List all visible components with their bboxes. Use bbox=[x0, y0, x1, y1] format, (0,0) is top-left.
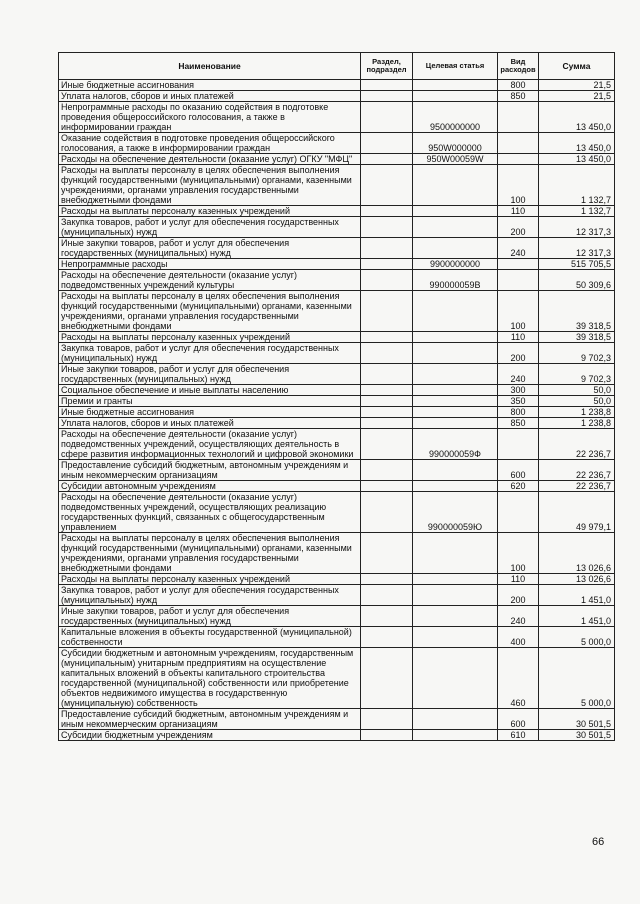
row-target-cell bbox=[413, 730, 498, 741]
row-target-cell bbox=[413, 407, 498, 418]
row-razdel-cell bbox=[361, 133, 413, 154]
row-name-cell: Расходы на выплаты персоналу казенных учреждений bbox=[59, 332, 361, 343]
row-vr-cell: 110 bbox=[498, 206, 539, 217]
row-sum-cell: 22 236,7 bbox=[539, 429, 615, 460]
row-target-cell: 9900000000 bbox=[413, 259, 498, 270]
row-vr-cell: 240 bbox=[498, 364, 539, 385]
row-name-cell: Капитальные вложения в объекты государственной (муниципальной) собственности bbox=[59, 627, 361, 648]
row-sum-cell: 5 000,0 bbox=[539, 648, 615, 709]
row-sum-cell: 50 309,6 bbox=[539, 270, 615, 291]
row-name-cell: Расходы на обеспечение деятельности (оказание услуг) подведомственных учреждений, осуществляющих деятельность в сфере развития информационных технологий и цифровой экономики bbox=[59, 429, 361, 460]
row-razdel-cell bbox=[361, 91, 413, 102]
row-sum-cell: 21,5 bbox=[539, 91, 615, 102]
row-name-cell: Премии и гранты bbox=[59, 396, 361, 407]
row-name-cell: Расходы на выплаты персоналу казенных учреждений bbox=[59, 574, 361, 585]
row-razdel-cell bbox=[361, 396, 413, 407]
row-razdel-cell bbox=[361, 154, 413, 165]
header-razdel: Раздел, подраздел bbox=[361, 53, 413, 80]
row-sum-cell: 5 000,0 bbox=[539, 627, 615, 648]
row-target-cell: 990000059Ю bbox=[413, 492, 498, 533]
row-razdel-cell bbox=[361, 332, 413, 343]
row-name-cell: Расходы на выплаты персоналу в целях обеспечения выполнения функций государственными (муниципальными) органами, казенными учреждениями, органами управления государственными внебюджетными фондами bbox=[59, 291, 361, 332]
row-name-cell: Уплата налогов, сборов и иных платежей bbox=[59, 91, 361, 102]
row-razdel-cell bbox=[361, 80, 413, 91]
table-row bbox=[59, 627, 615, 648]
row-sum-cell: 1 132,7 bbox=[539, 206, 615, 217]
row-sum-cell: 39 318,5 bbox=[539, 291, 615, 332]
row-name-cell: Непрограммные расходы по оказанию содействия в подготовке проведения общероссийского голосования, а также в информировании граждан bbox=[59, 102, 361, 133]
row-vr-cell: 110 bbox=[498, 332, 539, 343]
row-name-cell: Субсидии бюджетным и автономным учреждениям, государственным (муниципальным) унитарным предприятиям на осуществление капитальных вложений в объекты капитального строительства государственной (муниципальной) собственности или приобретение объектов недвижимого имущества в государственную (муниципальную) собственность bbox=[59, 648, 361, 709]
row-target-cell: 990000059Ф bbox=[413, 429, 498, 460]
table-row bbox=[59, 217, 615, 238]
row-name-cell: Расходы на выплаты персоналу казенных учреждений bbox=[59, 206, 361, 217]
table-row bbox=[59, 418, 615, 429]
table-row bbox=[59, 709, 615, 730]
table-row bbox=[59, 606, 615, 627]
row-name-cell: Иные бюджетные ассигнования bbox=[59, 80, 361, 91]
table-row bbox=[59, 481, 615, 492]
row-sum-cell: 13 450,0 bbox=[539, 154, 615, 165]
row-target-cell bbox=[413, 585, 498, 606]
row-sum-cell: 50,0 bbox=[539, 385, 615, 396]
row-vr-cell: 240 bbox=[498, 606, 539, 627]
table-row bbox=[59, 730, 615, 741]
row-name-cell: Предоставление субсидий бюджетным, автономным учреждениям и иным некоммерческим организациям bbox=[59, 460, 361, 481]
row-name-cell: Расходы на обеспечение деятельности (оказание услуг) ОГКУ "МФЦ" bbox=[59, 154, 361, 165]
row-vr-cell: 800 bbox=[498, 407, 539, 418]
header-sum: Сумма bbox=[539, 53, 615, 80]
row-sum-cell: 13 450,0 bbox=[539, 102, 615, 133]
row-target-cell bbox=[413, 396, 498, 407]
row-name-cell: Субсидии автономным учреждениям bbox=[59, 481, 361, 492]
table-row bbox=[59, 533, 615, 574]
table-body bbox=[59, 80, 615, 741]
row-razdel-cell bbox=[361, 385, 413, 396]
table-row bbox=[59, 492, 615, 533]
row-vr-cell: 600 bbox=[498, 460, 539, 481]
row-vr-cell: 400 bbox=[498, 627, 539, 648]
row-razdel-cell bbox=[361, 407, 413, 418]
table-row bbox=[59, 574, 615, 585]
row-vr-cell bbox=[498, 270, 539, 291]
row-sum-cell: 21,5 bbox=[539, 80, 615, 91]
table-row bbox=[59, 259, 615, 270]
row-sum-cell: 13 026,6 bbox=[539, 574, 615, 585]
row-name-cell: Непрограммные расходы bbox=[59, 259, 361, 270]
table-row bbox=[59, 407, 615, 418]
table-row bbox=[59, 270, 615, 291]
row-sum-cell: 39 318,5 bbox=[539, 332, 615, 343]
row-sum-cell: 30 501,5 bbox=[539, 709, 615, 730]
row-sum-cell: 30 501,5 bbox=[539, 730, 615, 741]
row-razdel-cell bbox=[361, 460, 413, 481]
row-vr-cell: 600 bbox=[498, 709, 539, 730]
row-vr-cell bbox=[498, 259, 539, 270]
row-target-cell bbox=[413, 460, 498, 481]
row-vr-cell bbox=[498, 429, 539, 460]
row-sum-cell: 22 236,7 bbox=[539, 460, 615, 481]
table-row bbox=[59, 291, 615, 332]
row-name-cell: Расходы на выплаты персоналу в целях обеспечения выполнения функций государственными (муниципальными) органами, казенными учреждениями, органами управления государственными внебюджетными фондами bbox=[59, 533, 361, 574]
row-razdel-cell bbox=[361, 585, 413, 606]
row-target-cell bbox=[413, 217, 498, 238]
row-razdel-cell bbox=[361, 165, 413, 206]
row-sum-cell: 1 451,0 bbox=[539, 585, 615, 606]
row-target-cell bbox=[413, 533, 498, 574]
row-name-cell: Иные закупки товаров, работ и услуг для обеспечения государственных (муниципальных) нужд bbox=[59, 238, 361, 259]
row-vr-cell: 460 bbox=[498, 648, 539, 709]
table-row bbox=[59, 133, 615, 154]
table-row bbox=[59, 80, 615, 91]
row-vr-cell: 240 bbox=[498, 238, 539, 259]
row-target-cell: 990000059В bbox=[413, 270, 498, 291]
row-name-cell: Закупка товаров, работ и услуг для обеспечения государственных (муниципальных) нужд bbox=[59, 217, 361, 238]
table-row bbox=[59, 364, 615, 385]
table-row bbox=[59, 648, 615, 709]
row-sum-cell: 1 238,8 bbox=[539, 418, 615, 429]
row-sum-cell: 1 451,0 bbox=[539, 606, 615, 627]
row-razdel-cell bbox=[361, 574, 413, 585]
table-header-row bbox=[59, 53, 615, 80]
table-row bbox=[59, 102, 615, 133]
row-target-cell bbox=[413, 238, 498, 259]
row-name-cell: Закупка товаров, работ и услуг для обеспечения государственных (муниципальных) нужд bbox=[59, 585, 361, 606]
row-target-cell bbox=[413, 91, 498, 102]
row-name-cell: Закупка товаров, работ и услуг для обеспечения государственных (муниципальных) нужд bbox=[59, 343, 361, 364]
row-sum-cell: 9 702,3 bbox=[539, 364, 615, 385]
table-row bbox=[59, 385, 615, 396]
row-razdel-cell bbox=[361, 217, 413, 238]
row-vr-cell: 610 bbox=[498, 730, 539, 741]
row-sum-cell: 9 702,3 bbox=[539, 343, 615, 364]
row-name-cell: Уплата налогов, сборов и иных платежей bbox=[59, 418, 361, 429]
row-vr-cell bbox=[498, 102, 539, 133]
row-razdel-cell bbox=[361, 730, 413, 741]
row-name-cell: Социальное обеспечение и иные выплаты населению bbox=[59, 385, 361, 396]
row-razdel-cell bbox=[361, 102, 413, 133]
row-razdel-cell bbox=[361, 343, 413, 364]
row-vr-cell: 110 bbox=[498, 574, 539, 585]
row-name-cell: Иные закупки товаров, работ и услуг для обеспечения государственных (муниципальных) нужд bbox=[59, 364, 361, 385]
row-razdel-cell bbox=[361, 709, 413, 730]
row-vr-cell: 100 bbox=[498, 165, 539, 206]
header-vr: Вид расходов bbox=[498, 53, 539, 80]
row-target-cell: 950W00059W bbox=[413, 154, 498, 165]
row-name-cell: Предоставление субсидий бюджетным, автономным учреждениям и иным некоммерческим организациям bbox=[59, 709, 361, 730]
row-razdel-cell bbox=[361, 291, 413, 332]
row-target-cell bbox=[413, 343, 498, 364]
table-row bbox=[59, 460, 615, 481]
row-name-cell: Субсидии бюджетным учреждениям bbox=[59, 730, 361, 741]
row-target-cell bbox=[413, 291, 498, 332]
row-vr-cell bbox=[498, 154, 539, 165]
table-row bbox=[59, 332, 615, 343]
row-sum-cell: 515 705,5 bbox=[539, 259, 615, 270]
row-name-cell: Расходы на обеспечение деятельности (оказание услуг) подведомственных учреждений, осуществляющих реализацию государственных функций, связанных с общегосударственным управлением bbox=[59, 492, 361, 533]
row-target-cell bbox=[413, 206, 498, 217]
row-razdel-cell bbox=[361, 429, 413, 460]
row-razdel-cell bbox=[361, 259, 413, 270]
row-vr-cell: 200 bbox=[498, 217, 539, 238]
row-razdel-cell bbox=[361, 627, 413, 648]
row-razdel-cell bbox=[361, 481, 413, 492]
row-vr-cell: 200 bbox=[498, 585, 539, 606]
row-vr-cell: 620 bbox=[498, 481, 539, 492]
table-row bbox=[59, 343, 615, 364]
row-target-cell bbox=[413, 165, 498, 206]
row-name-cell: Оказание содействия в подготовке проведения общероссийского голосования, а также в информировании граждан bbox=[59, 133, 361, 154]
row-target-cell: 950W000000 bbox=[413, 133, 498, 154]
row-vr-cell: 200 bbox=[498, 343, 539, 364]
row-razdel-cell bbox=[361, 533, 413, 574]
row-vr-cell: 800 bbox=[498, 80, 539, 91]
row-name-cell: Расходы на обеспечение деятельности (оказание услуг) подведомственных учреждений культуры bbox=[59, 270, 361, 291]
header-name: Наименование bbox=[59, 53, 361, 80]
row-target-cell bbox=[413, 481, 498, 492]
row-target-cell bbox=[413, 648, 498, 709]
row-razdel-cell bbox=[361, 606, 413, 627]
row-vr-cell: 350 bbox=[498, 396, 539, 407]
row-target-cell bbox=[413, 627, 498, 648]
row-vr-cell: 100 bbox=[498, 291, 539, 332]
row-razdel-cell bbox=[361, 238, 413, 259]
row-target-cell bbox=[413, 574, 498, 585]
row-vr-cell bbox=[498, 133, 539, 154]
row-razdel-cell bbox=[361, 364, 413, 385]
row-razdel-cell bbox=[361, 418, 413, 429]
table-row bbox=[59, 429, 615, 460]
row-sum-cell: 12 317,3 bbox=[539, 217, 615, 238]
row-sum-cell: 50,0 bbox=[539, 396, 615, 407]
row-razdel-cell bbox=[361, 206, 413, 217]
row-sum-cell: 49 979,1 bbox=[539, 492, 615, 533]
row-name-cell: Иные бюджетные ассигнования bbox=[59, 407, 361, 418]
table-row bbox=[59, 91, 615, 102]
row-sum-cell: 12 317,3 bbox=[539, 238, 615, 259]
table-row bbox=[59, 165, 615, 206]
table-row bbox=[59, 238, 615, 259]
row-target-cell bbox=[413, 332, 498, 343]
row-target-cell bbox=[413, 385, 498, 396]
row-name-cell: Иные закупки товаров, работ и услуг для обеспечения государственных (муниципальных) нужд bbox=[59, 606, 361, 627]
row-sum-cell: 13 026,6 bbox=[539, 533, 615, 574]
row-target-cell bbox=[413, 418, 498, 429]
row-vr-cell: 100 bbox=[498, 533, 539, 574]
budget-table bbox=[58, 52, 615, 741]
row-vr-cell bbox=[498, 492, 539, 533]
row-sum-cell: 13 450,0 bbox=[539, 133, 615, 154]
row-sum-cell: 1 238,8 bbox=[539, 407, 615, 418]
header-target: Целевая статья bbox=[413, 53, 498, 80]
row-target-cell bbox=[413, 606, 498, 627]
row-razdel-cell bbox=[361, 648, 413, 709]
row-razdel-cell bbox=[361, 270, 413, 291]
row-vr-cell: 850 bbox=[498, 418, 539, 429]
row-sum-cell: 22 236,7 bbox=[539, 481, 615, 492]
row-name-cell: Расходы на выплаты персоналу в целях обеспечения выполнения функций государственными (муниципальными) органами, казенными учреждениями, органами управления государственными внебюджетными фондами bbox=[59, 165, 361, 206]
page-number: 66 bbox=[592, 836, 605, 848]
row-sum-cell: 1 132,7 bbox=[539, 165, 615, 206]
row-target-cell bbox=[413, 80, 498, 91]
table-row bbox=[59, 154, 615, 165]
row-target-cell bbox=[413, 364, 498, 385]
table-row bbox=[59, 206, 615, 217]
table-row bbox=[59, 585, 615, 606]
row-vr-cell: 850 bbox=[498, 91, 539, 102]
row-razdel-cell bbox=[361, 492, 413, 533]
row-target-cell bbox=[413, 709, 498, 730]
row-vr-cell: 300 bbox=[498, 385, 539, 396]
row-target-cell: 9500000000 bbox=[413, 102, 498, 133]
table-row bbox=[59, 396, 615, 407]
